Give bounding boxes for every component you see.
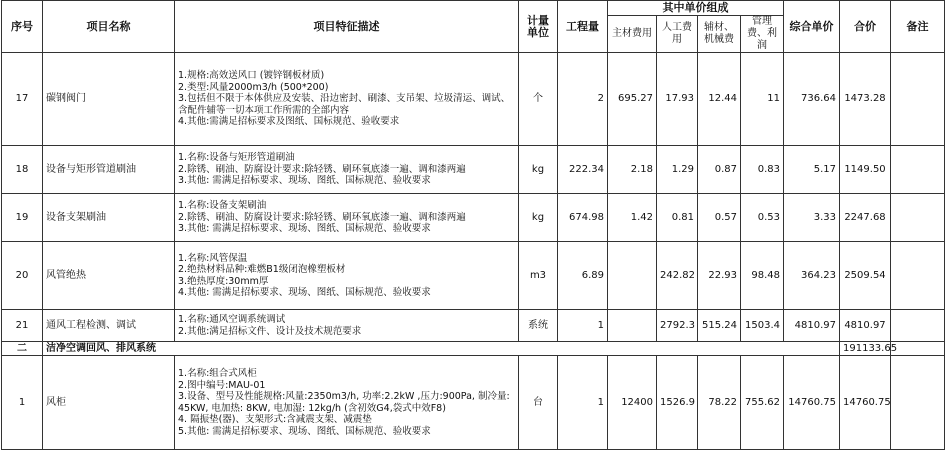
cell-mgmt: 11 — [741, 53, 784, 146]
desc-line: 1.名称:通风空调系统调试 — [178, 314, 286, 325]
desc-line: 1.名称:设备与矩形管道刷油 — [178, 152, 295, 164]
cell-material: 1.42 — [608, 194, 657, 242]
cell-total: 4810.97 — [840, 310, 891, 342]
cell-aux: 515.24 — [698, 310, 741, 342]
cell-unit: 系统 — [519, 310, 558, 342]
cell-total: 2247.68 — [840, 194, 891, 242]
desc-line: 2.除锈、刷油、防腐设计要求:除轻锈、刷环氧底漆一遍、调和漆两遍 — [178, 211, 466, 223]
cell-desc — [175, 194, 519, 242]
cell-seq: 21 — [2, 310, 43, 342]
cell-unit-price: 14760.75 — [784, 356, 840, 450]
cell-mgmt: 0.83 — [741, 146, 784, 194]
table-row — [2, 146, 945, 194]
cell-labor: 1526.9 — [657, 356, 698, 450]
cell-qty: 674.98 — [558, 194, 608, 242]
desc-line: 1.名称:设备支架刷油 — [178, 200, 267, 212]
cell-name: 风管绝热 — [43, 242, 175, 310]
table-row — [2, 242, 945, 310]
cell-qty: 222.34 — [558, 146, 608, 194]
cell-desc — [175, 310, 519, 342]
cell-aux: 0.57 — [698, 194, 741, 242]
desc-line: 3.其他: 需满足招标要求、现场、图纸、国标规范、验收要求 — [178, 223, 431, 235]
cell-unit: kg — [519, 146, 558, 194]
header-desc: 项目特征描述 — [175, 1, 519, 53]
cell-desc — [175, 146, 519, 194]
cell-material — [608, 242, 657, 310]
cell-name: 设备与矩形管道刷油 — [43, 146, 175, 194]
cell-seq: 17 — [2, 53, 43, 146]
table-row — [2, 310, 945, 342]
header-labor: 人工费用 — [657, 16, 698, 53]
header-qty: 工程量 — [558, 1, 608, 53]
cell-seq: 18 — [2, 146, 43, 194]
cell-name: 风柜 — [43, 356, 175, 450]
desc-line: 3.其他: 需满足招标要求、现场、图纸、国标规范、验收要求 — [178, 175, 431, 187]
desc-line: 2.绝热材料品种:难燃B1级闭泡橡塑板材 — [178, 264, 346, 275]
cell-aux: 12.44 — [698, 53, 741, 146]
cell-aux: 78.22 — [698, 356, 741, 450]
desc-line: 5.其他: 需满足招标要求、现场、图纸、国标规范、验收要求 — [178, 425, 431, 437]
cell-qty: 2 — [558, 53, 608, 146]
cell-total: 2509.54 — [840, 242, 891, 310]
cell-qty: 1 — [558, 356, 608, 450]
desc-line: 2.其他:满足招标文件、设计及技术规范要求 — [178, 325, 362, 337]
cell-labor: 0.81 — [657, 194, 698, 242]
desc-line: 1.名称:风管保温 — [178, 252, 248, 264]
cell-qty: 6.89 — [558, 242, 608, 310]
cell-remark — [891, 53, 945, 146]
header-remark: 备注 — [891, 1, 945, 53]
cell-remark — [891, 310, 945, 342]
cell-seq: 19 — [2, 194, 43, 242]
cell-material: 12400 — [608, 356, 657, 450]
desc-line: 4. 隔振垫(器)、支架形式:含减震支架、减震垫 — [178, 414, 372, 425]
cell-remark — [891, 146, 945, 194]
desc-line: 2.图中编号:MAU-01 — [178, 379, 266, 391]
cell-labor: 17.93 — [657, 53, 698, 146]
header-name: 项目名称 — [43, 1, 175, 53]
cell-material — [608, 310, 657, 342]
header-material: 主材费用 — [608, 16, 657, 53]
cell-total: 1473.28 — [840, 53, 891, 146]
cell-name: 碳钢阀门 — [43, 53, 175, 146]
desc-line: 4.其他:需满足招标要求及图纸、国标规范、验收要求 — [178, 116, 400, 128]
cell-mgmt: 1503.4 — [741, 310, 784, 342]
cell-desc — [175, 356, 519, 450]
cell-unit-price: 4810.97 — [784, 310, 840, 342]
desc-line: 1.规格:高效送风口 (镀锌钢板材质) — [178, 70, 325, 82]
desc-line: 2.类型:风量2000m3/h (500*200) — [178, 81, 329, 93]
header-total: 合价 — [840, 1, 891, 53]
header-unit: 计量单位 — [519, 1, 558, 53]
header-unit-price: 综合单价 — [784, 1, 840, 53]
cell-material: 695.27 — [608, 53, 657, 146]
cell-desc — [175, 242, 519, 310]
desc-line: 3.包括但不限于本体供应及安装、沿边密封、刷漆、支吊架、垃圾清运、调试、含配件辅等一切本项工作所需的全部内容 — [178, 93, 511, 116]
desc-line: 2.除锈、刷油、防腐设计要求:除轻锈、刷环氧底漆一遍、调和漆两遍 — [178, 163, 466, 175]
cell-name: 通风工程检测、调试 — [43, 310, 175, 342]
table-row — [2, 53, 945, 146]
cell-unit: 台 — [519, 356, 558, 450]
cell-aux: 22.93 — [698, 242, 741, 310]
header-price-group: 其中单价组成 — [608, 1, 784, 16]
cell-mgmt: 0.53 — [741, 194, 784, 242]
section-row — [2, 342, 945, 356]
cell-mgmt: 98.48 — [741, 242, 784, 310]
section-seq: 二 — [2, 342, 43, 356]
header-mgmt: 管理费、利润 — [741, 16, 784, 53]
cell-unit: 个 — [519, 53, 558, 146]
section-name: 洁净空调回风、排风系统 — [43, 342, 840, 356]
cell-unit-price: 364.23 — [784, 242, 840, 310]
cell-total: 1149.50 — [840, 146, 891, 194]
cell-seq: 20 — [2, 242, 43, 310]
quote-table — [1, 0, 945, 450]
cell-unit: kg — [519, 194, 558, 242]
desc-line: 1.名称:组合式风柜 — [178, 368, 257, 379]
cell-labor: 2792.3 — [657, 310, 698, 342]
desc-line: 3.绝热厚度:30mm厚 — [178, 275, 269, 287]
cell-aux: 0.87 — [698, 146, 741, 194]
cell-unit-price: 5.17 — [784, 146, 840, 194]
section-remark — [891, 342, 945, 356]
cell-unit-price: 3.33 — [784, 194, 840, 242]
cell-mgmt: 755.62 — [741, 356, 784, 450]
cell-labor: 242.82 — [657, 242, 698, 310]
cell-total: 14760.75 — [840, 356, 891, 450]
desc-line: 4.其他: 需满足招标要求、现场、图纸、国标规范、验收要求 — [178, 287, 431, 298]
cell-name: 设备支架刷油 — [43, 194, 175, 242]
table-row — [2, 194, 945, 242]
table-row — [2, 356, 945, 450]
header-seq: 序号 — [2, 1, 43, 53]
cell-remark — [891, 242, 945, 310]
desc-line: 3.设备、型号及性能规格:风量:2350m3/h, 功率:2.2kW ,压力:900Pa, 制冷量: 45KW, 电加热: 8KW, 电加湿: 12kg/h (含初效G4,袋式中效F8) — [178, 391, 510, 414]
cell-unit: m3 — [519, 242, 558, 310]
cell-desc — [175, 53, 519, 146]
cell-qty: 1 — [558, 310, 608, 342]
section-total: 191133.65 — [840, 342, 891, 356]
cell-remark — [891, 194, 945, 242]
cell-remark — [891, 356, 945, 450]
cell-seq: 1 — [2, 356, 43, 450]
header-aux: 辅材、机械费 — [698, 16, 741, 53]
cell-material: 2.18 — [608, 146, 657, 194]
cell-unit-price: 736.64 — [784, 53, 840, 146]
cell-labor: 1.29 — [657, 146, 698, 194]
